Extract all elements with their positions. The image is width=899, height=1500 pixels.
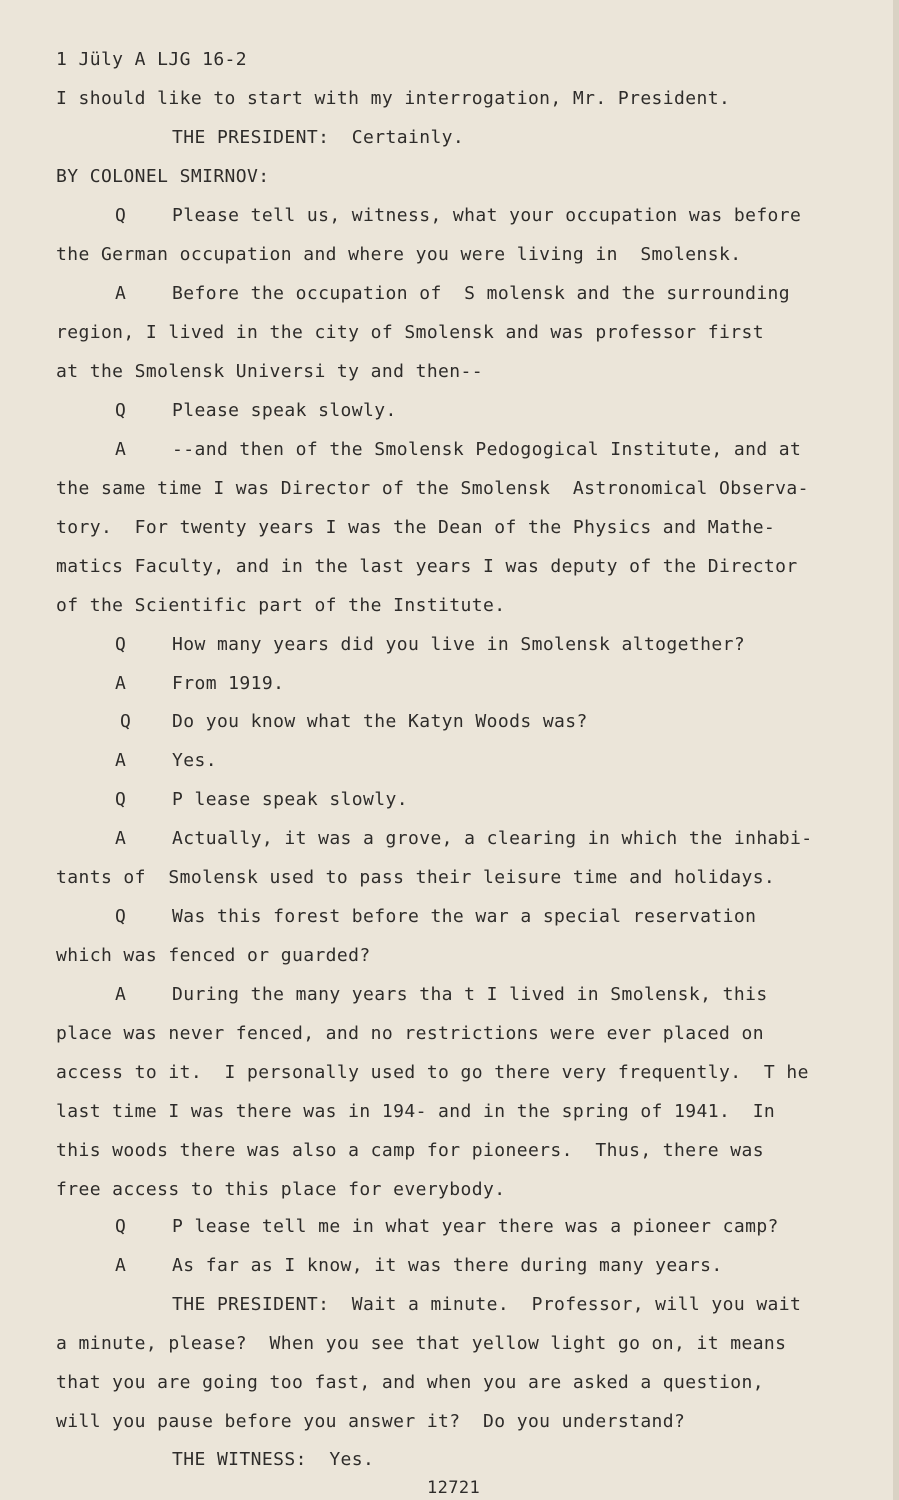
- answer-label: A: [115, 283, 127, 304]
- answer-text: access to it. I personally used to go there very frequently. T he: [56, 1062, 809, 1083]
- text-line: that you are going too fast, and when you are asked a question,: [56, 1372, 764, 1393]
- answer-label: A: [115, 1255, 127, 1276]
- answer-text: place was never fenced, and no restrictions were ever placed on: [56, 1023, 764, 1044]
- question-text: How many years did you live in Smolensk altogether?: [172, 634, 746, 655]
- answer-text: the same time I was Director of the Smolensk Astronomical Observa-: [56, 478, 809, 499]
- answer-text: Actually, it was a grove, a clearing in which the inhabi-: [172, 828, 813, 849]
- question-text: which was fenced or guarded?: [56, 945, 371, 966]
- question-label: Q: [115, 634, 127, 655]
- answer-label: A: [115, 673, 127, 694]
- answer-text: During the many years tha t I lived in Smolensk, this: [172, 984, 768, 1005]
- answer-text: of the Scientific part of the Institute.: [56, 595, 506, 616]
- answer-text: Before the occupation of S molensk and the surrounding: [172, 283, 791, 304]
- page-number: 12721: [427, 1478, 481, 1498]
- question-text: Please tell us, witness, what your occupation was before: [172, 205, 802, 226]
- text-line: a minute, please? When you see that yellow light go on, it means: [56, 1333, 787, 1354]
- question-label: Q: [115, 906, 127, 927]
- answer-text: tory. For twenty years I was the Dean of the Physics and Mathe-: [56, 517, 776, 538]
- question-text: the German occupation and where you were living in Smolensk.: [56, 244, 742, 265]
- answer-text: Yes.: [172, 750, 217, 771]
- question-label: Q: [115, 1216, 127, 1237]
- speaker-line: THE PRESIDENT: Certainly.: [172, 127, 465, 148]
- text-line: I should like to start with my interrogation, Mr. President.: [56, 88, 731, 109]
- header-reference: 1 Jüly A LJG 16-2: [56, 49, 248, 70]
- question-text: P lease tell me in what year there was a pioneer camp?: [172, 1216, 779, 1237]
- answer-text: last time I was there was in 194- and in the spring of 1941. In: [56, 1101, 776, 1122]
- answer-label: A: [115, 439, 127, 460]
- answer-label: A: [115, 984, 127, 1005]
- question-text: Do you know what the Katyn Woods was?: [172, 711, 588, 732]
- speaker-line: THE PRESIDENT: Wait a minute. Professor, will you wait: [172, 1294, 802, 1315]
- answer-text: From 1919.: [172, 673, 285, 694]
- answer-text: matics Faculty, and in the last years I was deputy of the Director: [56, 556, 798, 577]
- question-text: P lease speak slowly.: [172, 789, 408, 810]
- answer-text: at the Smolensk Universi ty and then--: [56, 361, 484, 382]
- text-line: will you pause before you answer it? Do you understand?: [56, 1411, 686, 1432]
- answer-text: free access to this place for everybody.: [56, 1179, 506, 1200]
- answer-text: --and then of the Smolensk Pedogogical Institute, and at: [172, 439, 802, 460]
- answer-text: region, I lived in the city of Smolensk and was professor first: [56, 322, 764, 343]
- answer-text: As far as I know, it was there during many years.: [172, 1255, 723, 1276]
- answer-label: A: [115, 828, 127, 849]
- question-label: Q: [115, 400, 127, 421]
- answer-text: this woods there was also a camp for pioneers. Thus, there was: [56, 1140, 764, 1161]
- speaker-line: THE WITNESS: Yes.: [172, 1449, 375, 1470]
- question-text: Please speak slowly.: [172, 400, 397, 421]
- question-label: Q: [115, 205, 127, 226]
- answer-label: A: [115, 750, 127, 771]
- question-label: Q: [120, 711, 132, 732]
- question-text: Was this forest before the war a special reservation: [172, 906, 757, 927]
- section-heading: BY COLONEL SMIRNOV:: [56, 166, 270, 187]
- question-label: Q: [115, 789, 127, 810]
- answer-text: tants of Smolensk used to pass their leisure time and holidays.: [56, 867, 776, 888]
